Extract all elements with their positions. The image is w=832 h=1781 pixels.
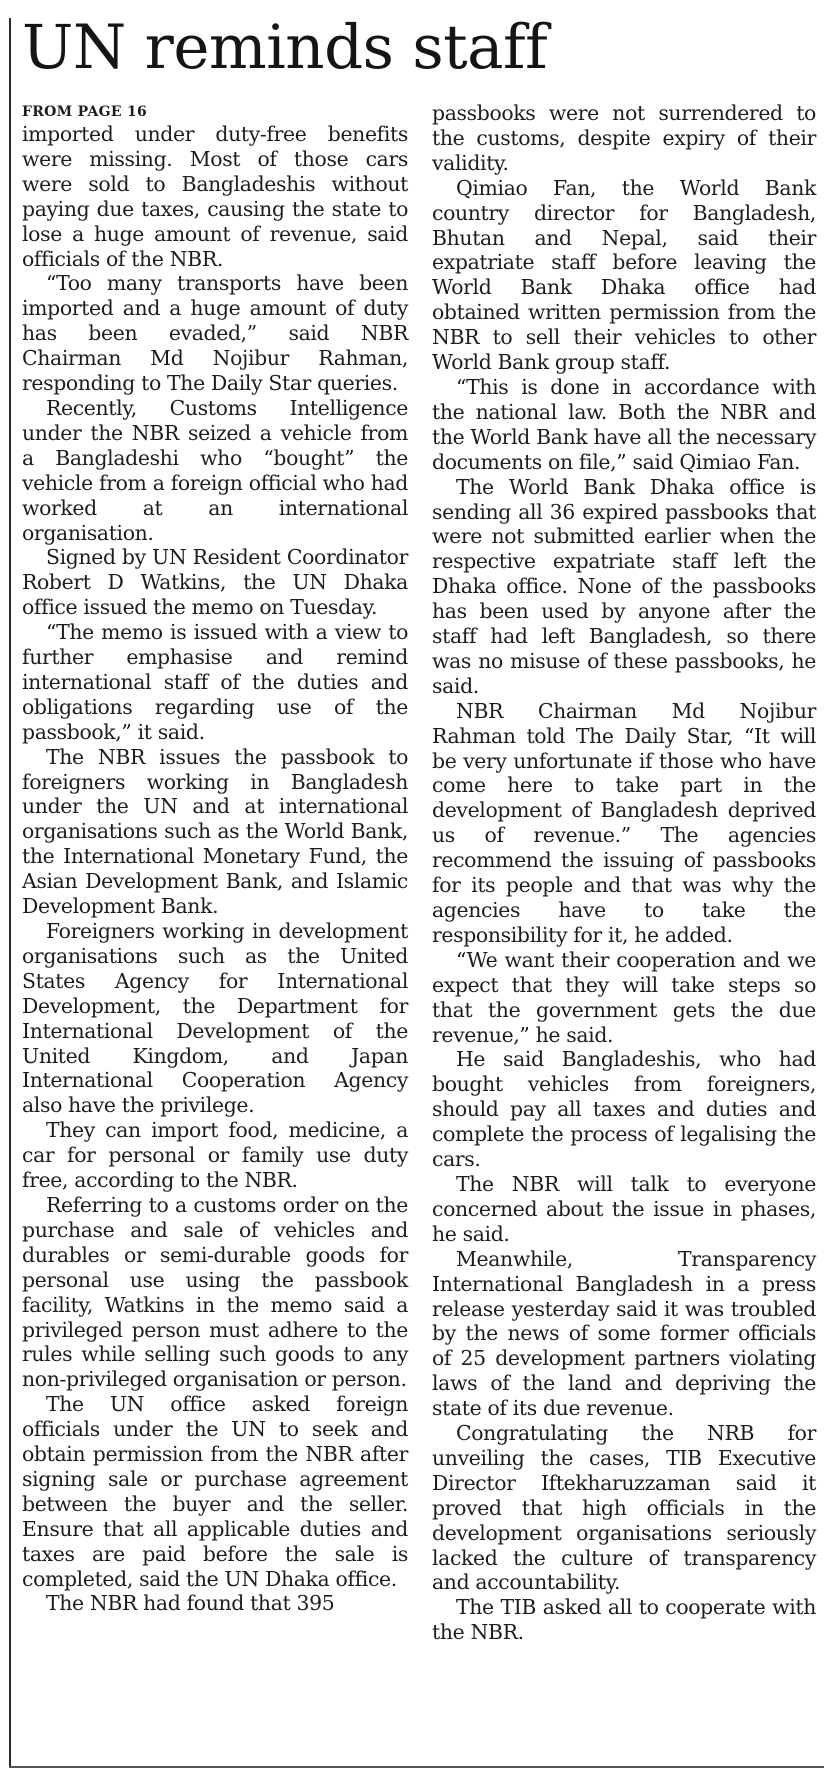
paragraph: Foreigners working in development organisations such as the United States Agency for International Development, the Department for International Development of the United Kingdom, and Japan International Cooperation Agency also have the privilege. <box>22 919 408 1118</box>
article-column-2 <box>432 101 816 1645</box>
headline: UN reminds staff <box>22 12 548 83</box>
paragraph: Referring to a customs order on the purchase and sale of vehicles and durables or semi-durable goods for personal use using the passbook facility, Watkins in the memo said a privileged person must adhere to the rules while selling such goods to any non-privileged organisation or person. <box>22 1192 408 1392</box>
paragraph: “The memo is issued with a view to further emphasise and remind international staff of the duties and obligations regarding use of the passbook,” it said. <box>22 620 408 744</box>
left-column-rule <box>9 18 11 1768</box>
paragraph: Qimiao Fan, the World Bank country director for Bangladesh, Bhutan and Nepal, said their expatriate staff before leaving the World Bank Dhaka office had obtained written permission from the NBR to sell their vehicles to other World Bank group staff. <box>432 175 816 375</box>
paragraph: Congratulating the NRB for unveiling the cases, TIB Executive Director Iftekharuzzaman said it proved that high officials in the development organisations seriously lacked the culture of transparency and accountability. <box>432 1421 816 1595</box>
paragraph: The World Bank Dhaka office is sending all 36 expired passbooks that were not submitted earlier when the respective expatriate staff left the Dhaka office. None of the passbooks has been used by anyone after the staff had left Bangladesh, so there was no misuse of these passbooks, he said. <box>432 474 816 698</box>
bottom-rule <box>9 1766 824 1768</box>
paragraph: Meanwhile, Transparency International Bangladesh in a press release yesterday said it was troubled by the news of some former officials of 25 development partners violating laws of the land and depriving the state of its due revenue. <box>432 1246 816 1421</box>
article-column-1 <box>22 104 408 1616</box>
paragraph: The NBR will talk to everyone concerned about the issue in phases, he said. <box>432 1171 816 1246</box>
paragraph: He said Bangladeshis, who had bought vehicles from foreigners, should pay all taxes and duties and complete the process of legalising the cars. <box>432 1047 816 1172</box>
paragraph: The UN office asked foreign officials under the UN to seek and obtain permission from the NBR after signing sale or purchase agreement between the buyer and the seller. Ensure that all applicable duties and taxes are paid before the sale is completed, said the UN Dhaka office. <box>22 1392 408 1591</box>
paragraph: The TIB asked all to cooperate with the NBR. <box>432 1595 816 1645</box>
paragraph: Signed by UN Resident Coordinator Robert D Watkins, the UN Dhaka office issued the memo on Tuesday. <box>22 545 408 620</box>
paragraph: “This is done in accordance with the national law. Both the NBR and the World Bank have all the necessary documents on file,” said Qimiao Fan. <box>432 374 816 474</box>
paragraph: imported under duty-free benefits were missing. Most of those cars were sold to Bangladeshis without paying due taxes, causing the state to lose a huge amount of revenue, said officials of the NBR. <box>22 122 408 271</box>
paragraph: NBR Chairman Md Nojibur Rahman told The Daily Star, “It will be very unfortunate if those who have come here to take part in the development of Bangladesh deprived us of revenue.” The agencies recommend the issuing of passbooks for its people and that was why the agencies have to take the responsibility for it, he added. <box>432 698 816 947</box>
paragraph: “Too many transports have been imported and a huge amount of duty has been evaded,” said NBR Chairman Md Nojibur Rahman, responding to The Daily Star queries. <box>22 271 408 396</box>
paragraph: The NBR issues the passbook to foreigners working in Bangladesh under the UN and at international organisations such as the World Bank, the International Monetary Fund, the Asian Development Bank, and Islamic Development Bank. <box>22 744 408 919</box>
paragraph: “We want their cooperation and we expect that they will take steps so that the government gets the due revenue,” he said. <box>432 947 816 1047</box>
paragraph: They can import food, medicine, a car for personal or family use duty free, according to the NBR. <box>22 1118 408 1193</box>
paragraph: The NBR had found that 395 <box>46 1591 335 1616</box>
paragraph: Recently, Customs Intelligence under the NBR seized a vehicle from a Bangladeshi who “bought” the vehicle from a foreign official who had worked at an international organisation. <box>22 395 408 545</box>
continuation-kicker: FROM PAGE 16 <box>22 104 148 120</box>
paragraph: passbooks were not surrendered to the customs, despite expiry of their validity. <box>432 101 816 175</box>
